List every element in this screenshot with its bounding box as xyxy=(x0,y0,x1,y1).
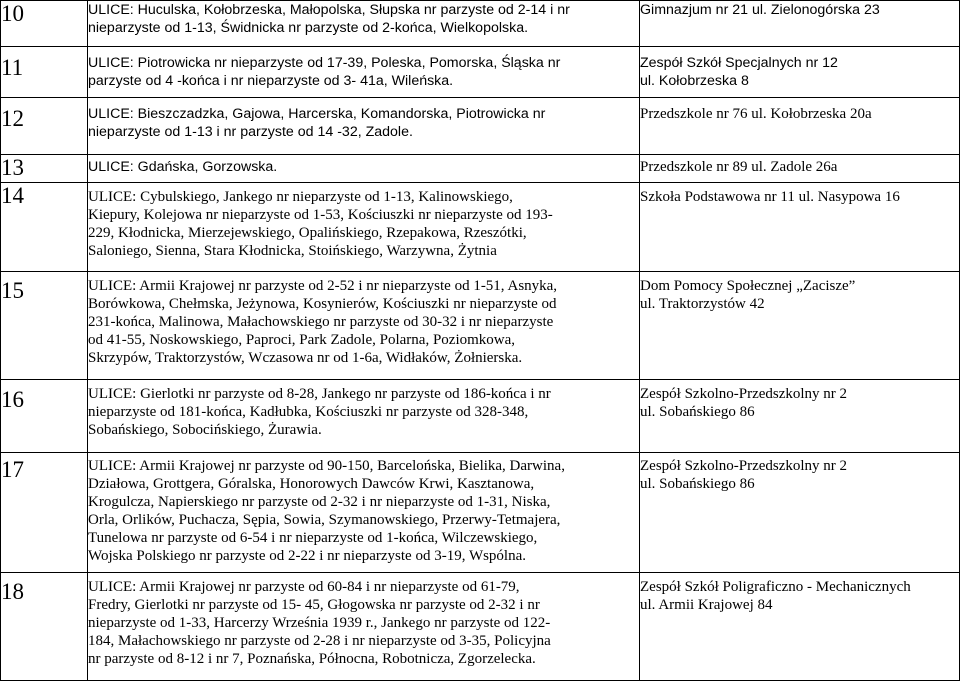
streets-line: 231-końca, Malinowa, Małachowskiego nr parzyste od 30-32 i nr nieparzyste xyxy=(88,314,554,330)
streets-line: ULICE: Gierlotki nr parzyste od 8-28, Jankego nr parzyste od 186-końca i nr xyxy=(88,386,551,402)
streets-line: Borówkowa, Chełmska, Jeżynowa, Kosynierów, Kościuszki nr nieparzyste od xyxy=(88,296,557,312)
streets-line: nr parzyste od 8-12 i nr 7, Poznańska, Północna, Robotnicza, Zgorzelecka. xyxy=(88,651,536,667)
streets-cell xyxy=(88,1,640,47)
streets-cell xyxy=(88,272,640,380)
table-row xyxy=(1,98,960,155)
school-cell xyxy=(640,573,960,681)
school-line: Zespół Szkół Specjalnych nr 12 xyxy=(640,55,838,71)
streets-line: Orla, Orlików, Puchacza, Sępia, Sowia, Szymanowskiego, Przerwy-Tetmajera, xyxy=(88,512,561,528)
district-number: 12 xyxy=(1,98,88,155)
streets-cell xyxy=(88,155,640,183)
streets-line: Krogulcza, Napierskiego nr parzyste od 2-32 i nr nieparzyste od 1-31, Niska, xyxy=(88,494,551,510)
streets-line: ULICE: Cybulskiego, Jankego nr nieparzyste od 1-13, Kalinowskiego, xyxy=(88,189,513,205)
streets-line: ULICE: Bieszczadzka, Gajowa, Harcerska, Komandorska, Piotrowicka nr xyxy=(88,106,546,122)
streets-line: Saloniego, Sienna, Stara Kłodnicka, Stoińskiego, Warzywna, Żytnia xyxy=(88,243,497,259)
district-number: 13 xyxy=(1,155,88,183)
table-row xyxy=(1,573,960,681)
table-row xyxy=(1,453,960,573)
streets-line: nieparzyste od 181-końca, Kadłubka, Kościuszki nr parzyste od 328-348, xyxy=(88,404,529,420)
streets-line: ULICE: Armii Krajowej nr parzyste od 90-150, Barcelońska, Bielika, Darwina, xyxy=(88,458,565,474)
streets-cell xyxy=(88,453,640,573)
table-row xyxy=(1,155,960,183)
streets-line: nieparzyste od 1-13, Świdnicka nr parzyste od 2-końca, Wielkopolska. xyxy=(88,20,529,36)
school-cell xyxy=(640,155,960,183)
school-cell xyxy=(640,183,960,272)
table-row xyxy=(1,1,960,47)
streets-line: Tunelowa nr parzyste od 6-54 i nr nieparzyste od 1-końca, Wilczewskiego, xyxy=(88,530,538,546)
school-line: Zespół Szkół Poligraficzno - Mechanicznych xyxy=(640,579,911,595)
school-line: Gimnazjum nr 21 ul. Zielonogórska 23 xyxy=(640,2,880,18)
streets-line: ULICE: Piotrowicka nr nieparzyste od 17-39, Poleska, Pomorska, Śląska nr xyxy=(88,55,561,71)
streets-line: parzyste od 4 -końca i nr nieparzyste od 3- 41a, Wileńska. xyxy=(88,73,454,89)
streets-line: ULICE: Huculska, Kołobrzeska, Małopolska, Słupska nr parzyste od 2-14 i nr xyxy=(88,2,570,18)
streets-line: Skrzypów, Traktorzystów, Wczasowa nr od 1-6a, Widłaków, Żołnierska. xyxy=(88,350,523,366)
streets-cell xyxy=(88,47,640,98)
streets-line: ULICE: Gdańska, Gorzowska. xyxy=(88,159,278,175)
district-number: 11 xyxy=(1,47,88,98)
school-line: Zespół Szkolno-Przedszkolny nr 2 xyxy=(640,458,848,474)
streets-line: Działowa, Grottgera, Góralska, Honorowych Dawców Krwi, Kasztanowa, xyxy=(88,476,535,492)
school-cell xyxy=(640,98,960,155)
streets-line: ULICE: Armii Krajowej nr parzyste od 60-84 i nr nieparzyste od 61-79, xyxy=(88,579,520,595)
table-row xyxy=(1,272,960,380)
table-row xyxy=(1,183,960,272)
school-line: Dom Pomocy Społecznej „Zacisze” xyxy=(640,278,856,294)
streets-cell xyxy=(88,183,640,272)
district-number: 14 xyxy=(1,183,88,272)
school-line: ul. Sobańskiego 86 xyxy=(640,476,755,492)
school-line: Zespół Szkolno-Przedszkolny nr 2 xyxy=(640,386,848,402)
district-number: 15 xyxy=(1,272,88,380)
school-line: ul. Kołobrzeska 8 xyxy=(640,73,749,89)
school-line: Szkoła Podstawowa nr 11 ul. Nasypowa 16 xyxy=(640,189,900,205)
streets-line: Wojska Polskiego nr parzyste od 2-22 i nr nieparzyste od 3-19, Wspólna. xyxy=(88,548,527,564)
streets-line: Fredry, Gierlotki nr parzyste od 15- 45, Głogowska nr parzyste od 2-32 i nr xyxy=(88,597,540,613)
school-line: ul. Traktorzystów 42 xyxy=(640,296,765,312)
school-cell xyxy=(640,47,960,98)
streets-line: nieparzyste od 1-13 i nr parzyste od 14 -32, Zadole. xyxy=(88,124,413,140)
district-number: 17 xyxy=(1,453,88,573)
school-cell xyxy=(640,1,960,47)
streets-cell xyxy=(88,573,640,681)
streets-line: od 41-55, Noskowskiego, Paproci, Park Zadole, Polarna, Poziomkowa, xyxy=(88,332,516,348)
streets-line: 229, Kłodnicka, Mierzejewskiego, Opalińskiego, Rzepakowa, Rzeszótki, xyxy=(88,225,527,241)
school-cell xyxy=(640,453,960,573)
school-line: Przedszkole nr 76 ul. Kołobrzeska 20a xyxy=(640,106,872,122)
table-row xyxy=(1,47,960,98)
streets-line: nieparzyste od 1-33, Harcerzy Września 1939 r., Jankego nr parzyste od 122- xyxy=(88,615,551,631)
school-cell xyxy=(640,380,960,453)
school-line: Przedszkole nr 89 ul. Zadole 26a xyxy=(640,159,838,175)
district-number: 16 xyxy=(1,380,88,453)
district-number: 18 xyxy=(1,573,88,681)
streets-line: ULICE: Armii Krajowej nr parzyste od 2-52 i nr nieparzyste od 1-51, Asnyka, xyxy=(88,278,558,294)
streets-cell xyxy=(88,380,640,453)
school-line: ul. Armii Krajowej 84 xyxy=(640,597,773,613)
school-cell xyxy=(640,272,960,380)
table-row xyxy=(1,380,960,453)
school-line: ul. Sobańskiego 86 xyxy=(640,404,755,420)
streets-cell xyxy=(88,98,640,155)
district-number: 10 xyxy=(1,1,88,47)
streets-line: 184, Małachowskiego nr parzyste od 2-28 i nr nieparzyste od 3-35, Policyjna xyxy=(88,633,551,649)
streets-line: Kiepury, Kolejowa nr nieparzyste od 1-53, Kościuszki nr nieparzyste od 193- xyxy=(88,207,553,223)
streets-line: Sobańskiego, Sobocińskiego, Żurawia. xyxy=(88,422,322,438)
